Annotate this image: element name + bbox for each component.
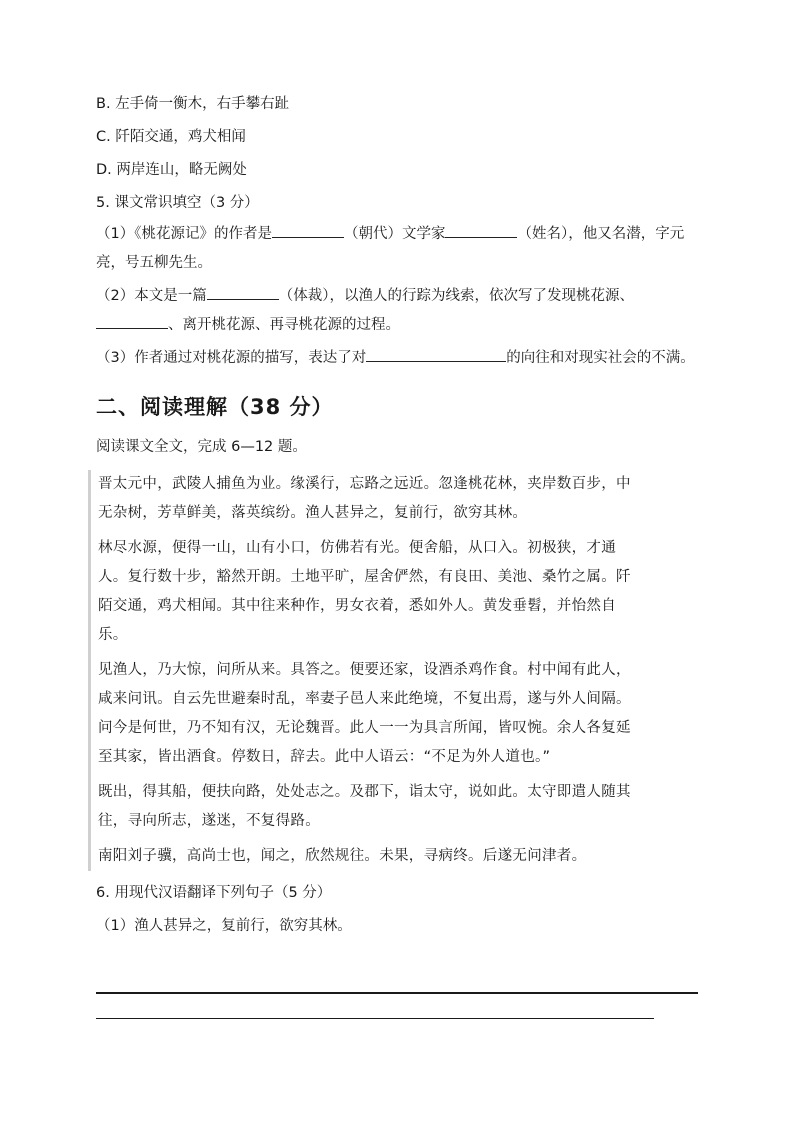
- answer-line[interactable]: [96, 1018, 654, 1019]
- option-d: D. 两岸连山，略无阙处: [96, 162, 247, 178]
- question-5-item-1: （1）《桃花源记》的作者是 （朝代）文学家 （姓名），他又名潜，字元亮，号五柳先生。: [96, 220, 696, 278]
- section-heading: 二、阅读理解（38 分）: [96, 395, 334, 419]
- option-c: C. 阡陌交通，鸡犬相闻: [96, 129, 246, 145]
- question-6-title: 6. 用现代汉语翻译下列句子（5 分）: [96, 885, 332, 901]
- passage-paragraph: 既出，得其船，便扶向路，处处志之。及郡下，诣太守，说如此。太守即遣人随其往，寻向所志，遂迷，不复得路。: [98, 784, 631, 829]
- question-6-item-1: （1）渔人甚异之，复前行，欲穷其林。: [96, 918, 352, 934]
- option-b: B. 左手倚一衡木，右手攀右趾: [96, 96, 290, 112]
- blank-genre[interactable]: [207, 283, 279, 300]
- blank-stage[interactable]: [96, 312, 168, 329]
- passage-block: [88, 470, 643, 871]
- document-page: [96, 88, 696, 943]
- passage-paragraph: 晋太元中，武陵人捕鱼为业。缘溪行，忘路之远近。忽逢桃花林，夹岸数百步，中无杂树，芳草鲜美，落英缤纷。渔人甚异之，复前行，欲穷其林。: [98, 476, 631, 521]
- blank-dynasty[interactable]: [272, 221, 344, 238]
- question-5-item-3: （3）作者通过对桃花源的描写，表达了对 的向往和对现实社会的不满。: [96, 344, 696, 373]
- blank-name[interactable]: [445, 221, 517, 238]
- answer-line[interactable]: [96, 992, 698, 994]
- passage-paragraph: 林尽水源，便得一山，山有小口，仿佛若有光。便舍船，从口入。初极狭，才通人。复行数十步，豁然开朗。土地平旷，屋舍俨然，有良田、美池、桑竹之属。阡陌交通，鸡犬相闻。其中往来种作，男女衣着，悉如外人。黄发垂髫，并怡然自乐。: [98, 540, 631, 643]
- question-5-item-2: （2）本文是一篇 （体裁），以渔人的行踪为线索，依次写了发现桃花源、、离开桃花源、再寻桃花源的过程。: [96, 282, 696, 340]
- reading-intro: 阅读课文全文，完成 6—12 题。: [96, 439, 307, 455]
- passage-paragraph: 南阳刘子骥，高尚士也，闻之，欣然规往。未果，寻病终。后遂无问津者。: [98, 848, 587, 864]
- blank-ideal[interactable]: [366, 345, 506, 362]
- question-5-title: 5. 课文常识填空（3 分）: [96, 195, 259, 211]
- passage-paragraph: 见渔人，乃大惊，问所从来。具答之。便要还家，设酒杀鸡作食。村中闻有此人，咸来问讯。自云先世避秦时乱，率妻子邑人来此绝境，不复出焉，遂与外人间隔。问今是何世，乃不知有汉，无论魏晋。此人一一为具言所闻，皆叹惋。余人各复延至其家，皆出酒食。停数日，辞去。此中人语云：“不足为外人道也。”: [98, 662, 631, 765]
